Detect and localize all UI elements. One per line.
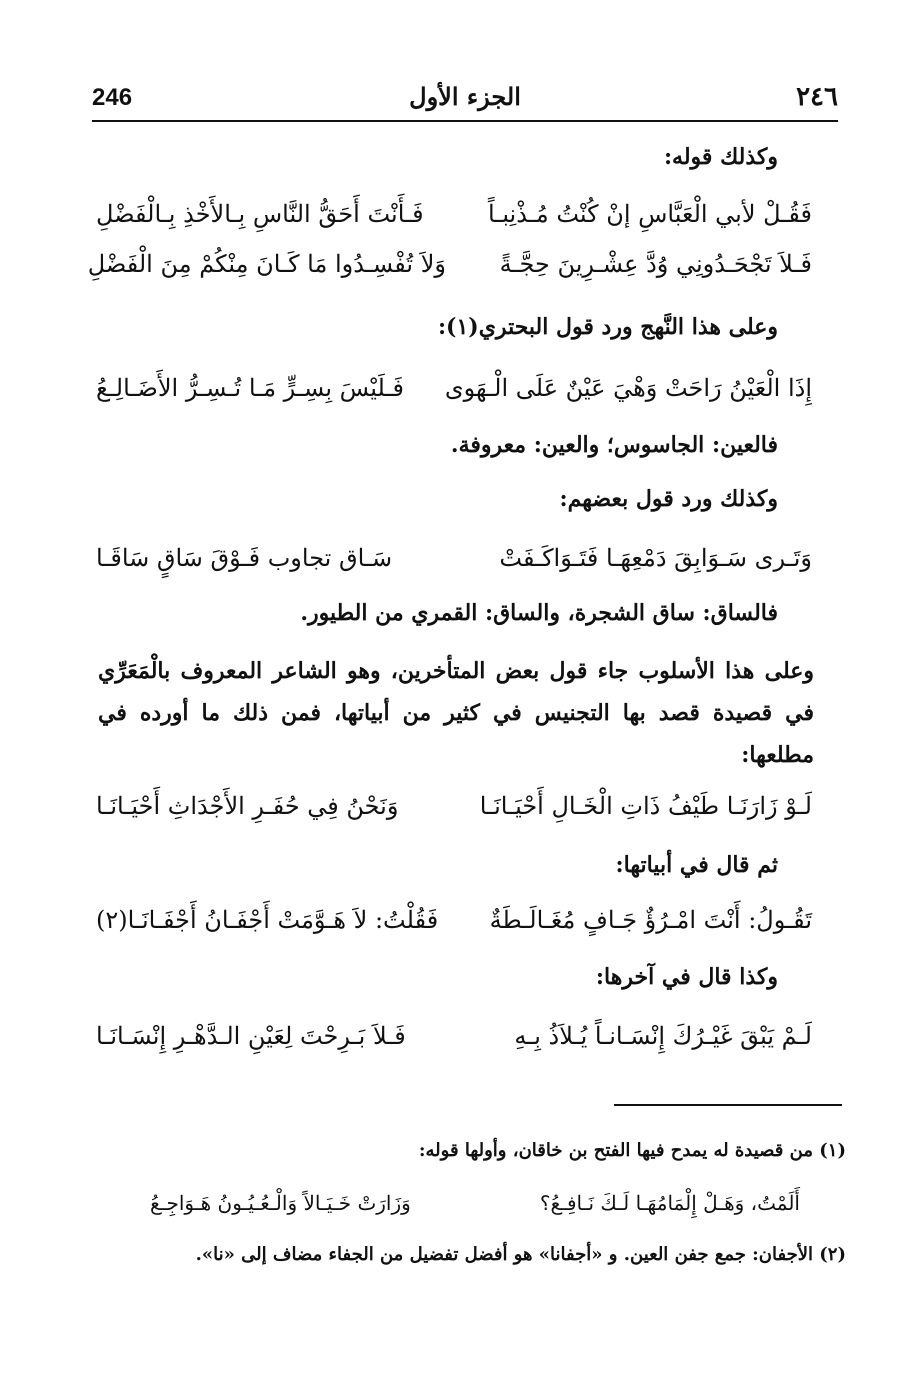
verse-5-first-hemistich: لَـوْ زَارَنَـا طَيْفُ ذَاتِ الْخَـالِ أَحْيَـانَـا [479,792,812,820]
verse-3 [96,368,812,408]
verse-7-first-hemistich: لَـمْ يَبْقَ غَيْـرُكَ إِنْسَـانـاً يُـلاَذُ بِـهِ [514,1022,812,1050]
intro-line-3: وكذلك ورد قول بعضهم: [559,486,778,512]
verse-1-second-hemistich: فَـأَنْتَ أَحَقُّ النَّاسِ بِـالأَخْذِ بِـالْفَضْلِ [96,200,424,228]
verse-6-first-hemistich: تَقُـولُ: أَنْتَ امْـرُؤٌ جَـافٍ مُغَـالَـطَةٌ [489,906,812,934]
verse-2 [87,244,812,284]
verse-3-first-hemistich: إِذَا الْعَيْنُ رَاحَتْ وَهْيَ عَيْنٌ عَلَى الْـهَوى [444,374,812,402]
explanation-line-2: فالساق: ساق الشجرة، والساق: القمري من الطيور. [300,600,778,626]
footnote-1: (١) من قصيدة له يمدح فيها الفتح بن خاقان، وأولها قوله: [418,1140,846,1161]
verse-4 [96,538,812,578]
verse-6-second-hemistich: فَقُلْتُ: لاَ هَـوَّمَتْ أَجْفَـانُ أَجْفَـانَـا(٢) [96,906,439,934]
running-title: الجزء الأول [409,82,521,111]
verse-4-second-hemistich: سَـاق تجاوب فَـوْقَ سَاقٍ سَاقَـا [96,544,393,572]
verse-6 [96,900,812,940]
page-header [92,80,838,122]
intro-line-2: وعلى هذا النَّهج ورد قول البحتري(١): [437,314,778,340]
verse-2-first-hemistich: فَـلاَ تَجْحَـدُونِي وُدَّ عِشْـرِينَ حِجَّـةً [499,250,812,278]
verse-5 [96,786,812,826]
verse-5-second-hemistich: وَنَحْنُ فِي حُفَـرِ الأَجْدَاثِ أَحْيَـانَـا [96,792,399,820]
page-number-arabic: ٢٤٦ [796,82,838,112]
footnote-1-verse [150,1186,800,1220]
verse-7-second-hemistich: فَـلاَ بَـرِحْتَ لِعَيْنِ الـدَّهْـرِ إِنْسَـانَـا [96,1022,406,1050]
body-paragraph: وعلى هذا الأسلوب جاء قول بعض المتأخرين، وهو الشاعر المعروف بالْمَعَرِّي في قصيدة قصد بها التجنيس في كثير من أبياتها، فمن ذلك ما أورده في مطلعها: [98,658,814,768]
intro-line-4: ثم قال في أبياتها: [615,852,778,878]
footnote-verse-second-hemistich: وَزَارَتْ خَـيَـالاً وَالْـعُـيُـونُ هَـوَاجِـعُ [150,1191,411,1215]
intro-line-5: وكذا قال في آخرها: [595,964,778,990]
footnote-verse-first-hemistich: أَلَمْتُ، وَهَـلْ إِلْمَامُهَـا لَـكَ نَـافِـعُ؟ [539,1191,800,1215]
verse-1 [96,194,812,234]
page-number-latin: 246 [92,84,133,111]
footnote-2: (٢) الأجفان: جمع جفن العين. و «أجفانا» هو أفضل تفضيل من الجفاء مضاف إلى «نا». [195,1244,846,1265]
verse-7 [96,1016,812,1056]
verse-4-first-hemistich: وَتَـرى سَـوَابِقَ دَمْعِهَـا فَتَـوَاكَـفَتْ [499,544,812,572]
verse-3-second-hemistich: فَـلَيْسَ بِسِـرٍّ مَـا تُـسِـرُّ الأَضَـالِـعُ [96,374,404,402]
intro-line-1: وكذلك قوله: [663,144,778,170]
verse-2-second-hemistich: وَلاَ تُفْسِـدُوا مَا كَـانَ مِنْكُمْ مِنَ الْفَضْلِ [87,250,446,278]
footnote-separator [614,1104,842,1106]
verse-1-first-hemistich: فَقُـلْ لأبي الْعَبَّاسِ إنْ كُنْتُ مُـذْنِبـاً [487,200,812,228]
explanation-line-1: فالعين: الجاسوس؛ والعين: معروفة. [450,432,778,458]
